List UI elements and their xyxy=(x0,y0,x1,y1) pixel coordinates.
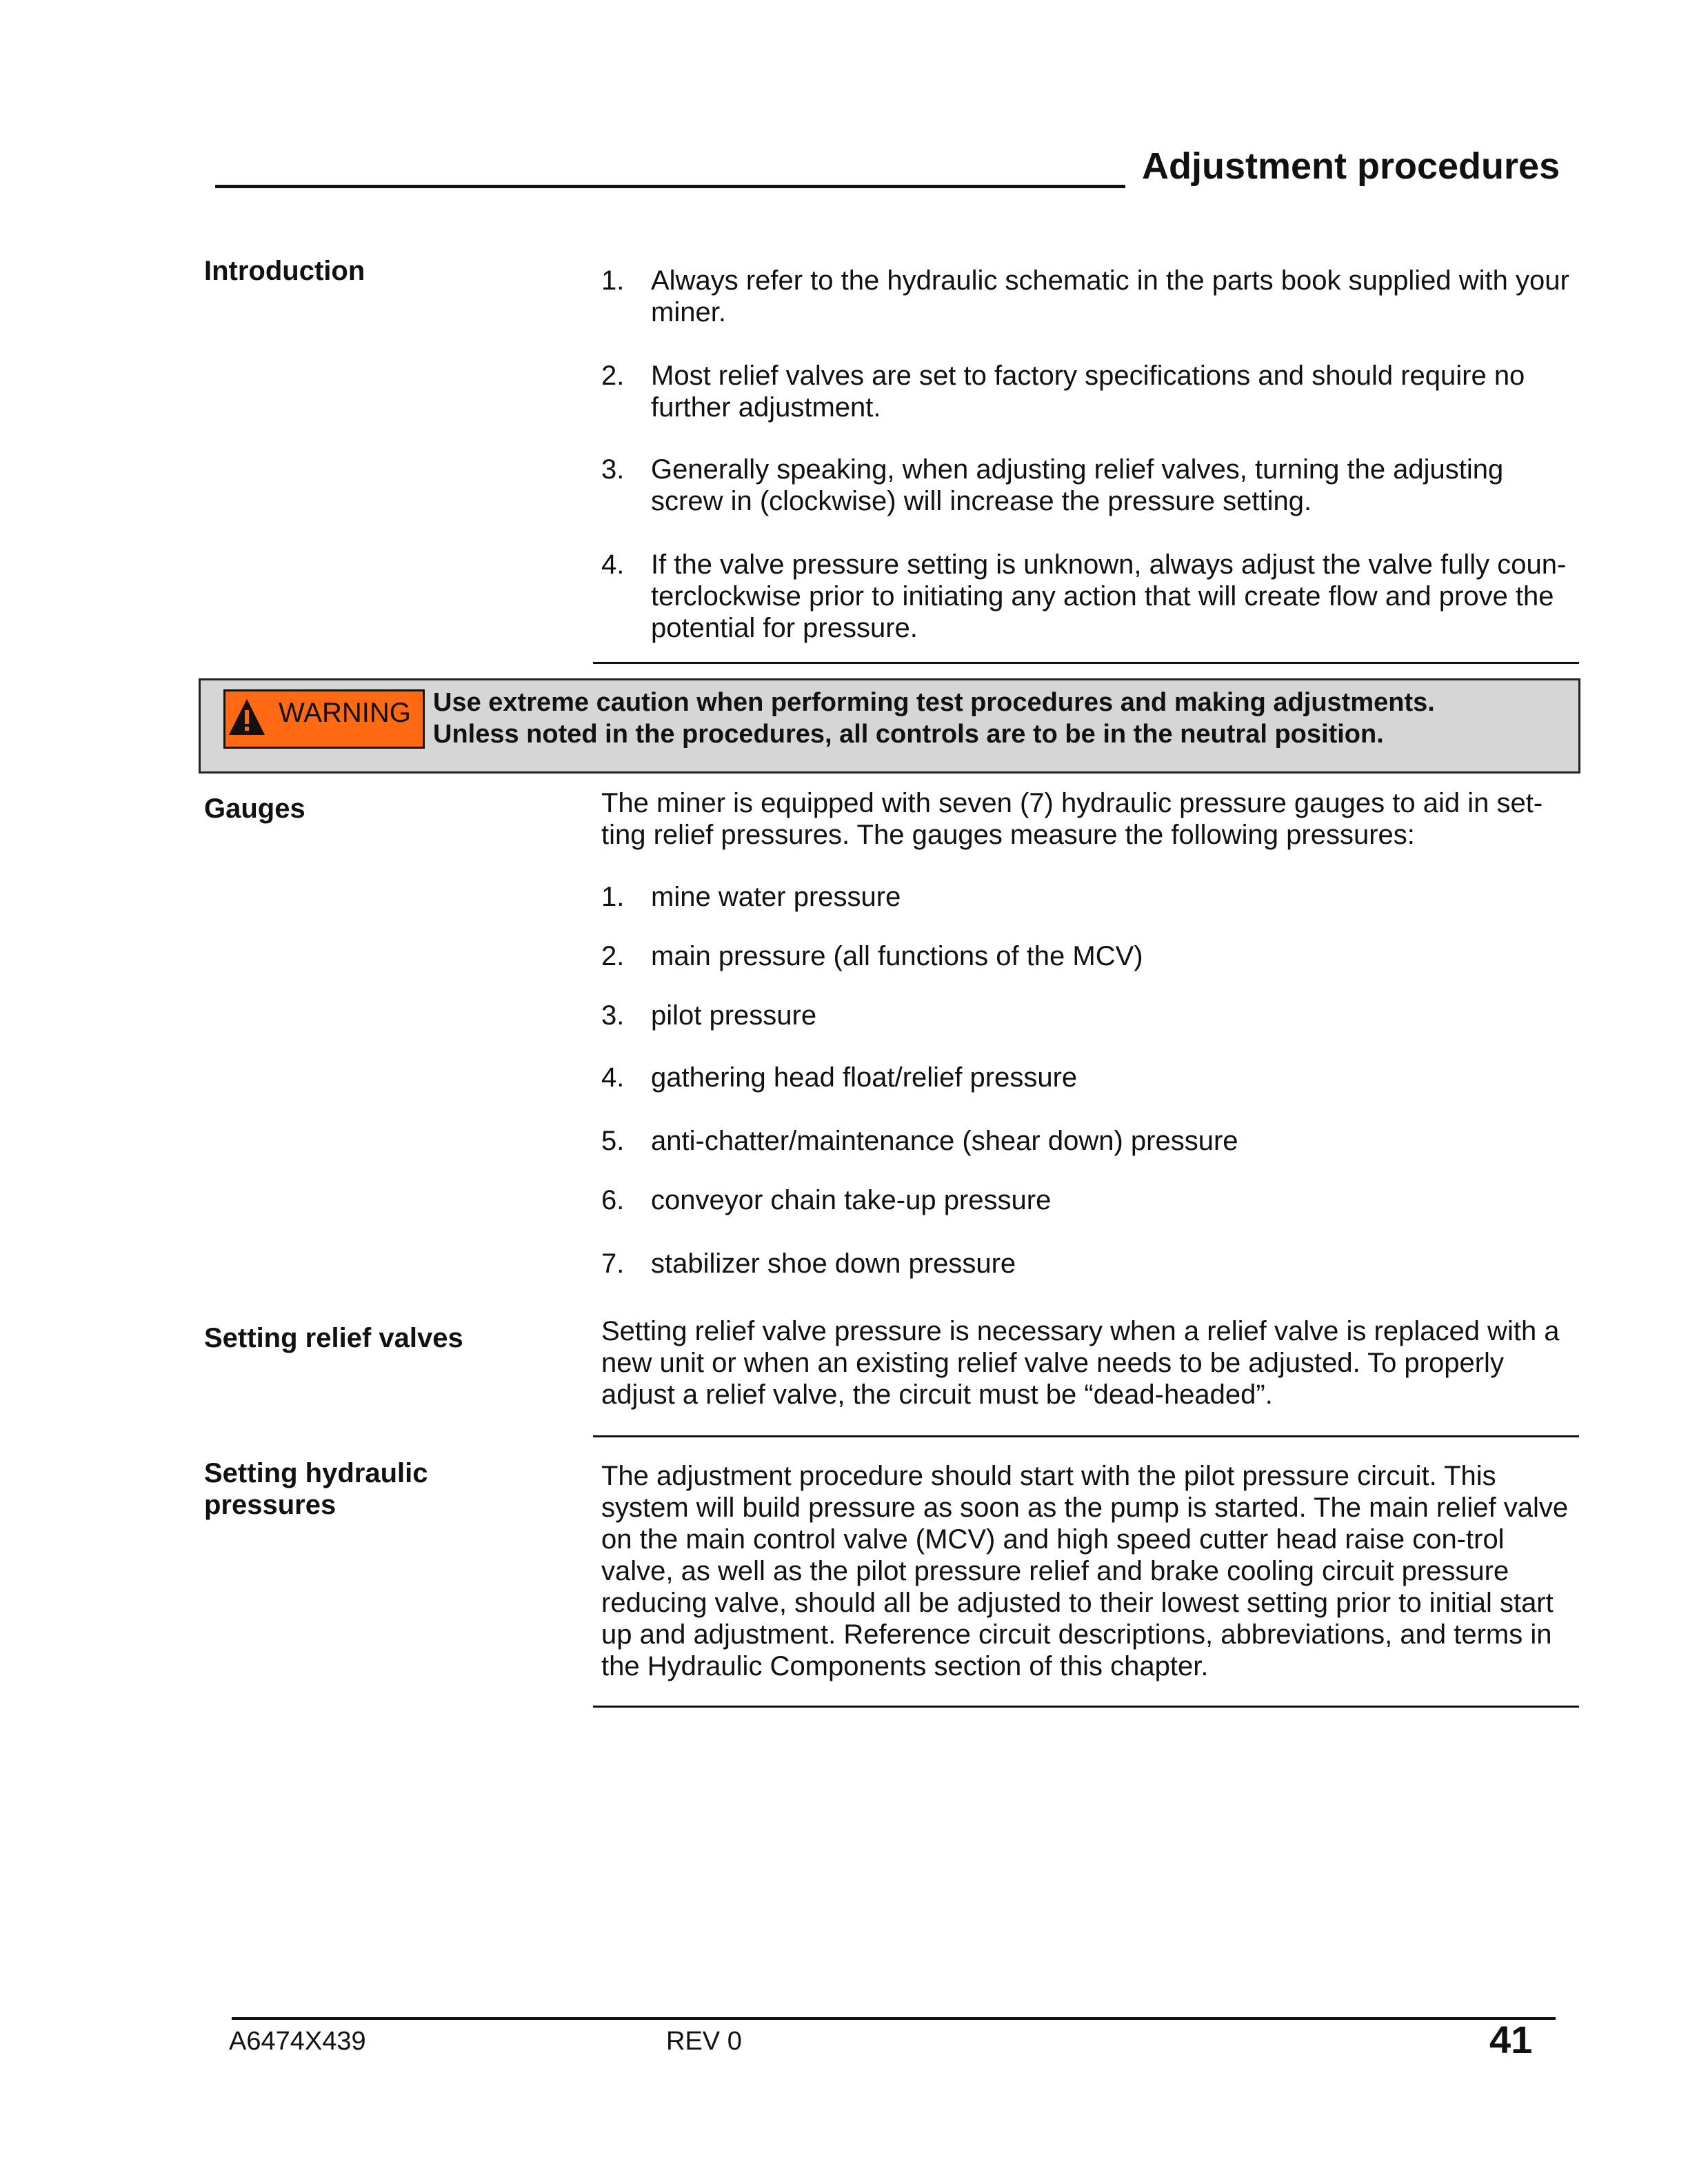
relief-valves-heading: Setting relief valves xyxy=(204,1323,463,1353)
section-divider xyxy=(593,1706,1579,1708)
list-number: 3. xyxy=(601,454,625,485)
list-text: Generally speaking, when adjusting relief valves, turning the adjusting screw in (clockwise) will increase the pressure setting. xyxy=(651,454,1504,516)
section-divider xyxy=(593,662,1579,664)
list-text: Always refer to the hydraulic schematic in the parts book supplied with your miner. xyxy=(651,265,1569,327)
hydraulic-pressures-heading: Setting hydraulic pressures xyxy=(204,1458,428,1520)
list-number: 1. xyxy=(601,265,625,296)
header-rule xyxy=(215,185,1125,188)
page-number: 41 xyxy=(1489,2018,1533,2061)
warning-line: Use extreme caution when performing test procedures and making adjustments. xyxy=(433,688,1435,717)
list-text: main pressure (all functions of the MCV) xyxy=(651,941,1143,971)
list-text: If the valve pressure setting is unknown, always adjust the valve fully coun-terclockwise prior to initiating any action that will create flow and prove the potential for pressure. xyxy=(651,549,1567,643)
list-number: 6. xyxy=(601,1185,625,1215)
list-text: conveyor chain take-up pressure xyxy=(651,1185,1052,1215)
revision-label: REV 0 xyxy=(666,2027,742,2056)
list-text: stabilizer shoe down pressure xyxy=(651,1248,1016,1279)
warning-message xyxy=(433,687,1564,750)
list-number: 5. xyxy=(601,1126,625,1156)
list-number: 4. xyxy=(601,1062,625,1093)
hydraulic-pressures-text: The adjustment procedure should start with the pilot pressure circuit. This system will build pressure as soon as the pump is started. The main relief valve on the main control valve (MCV) and high speed cutter head raise con-trol valve, as well as the pilot pressure relief and brake cooling circuit pressure reducing valve, should all be adjusted to their lowest setting prior to initial start up and adjustment. Reference circuit descriptions, abbreviations, and terms in the Hydraulic Components section of this chapter. xyxy=(601,1461,1569,1681)
document-number: A6474X439 xyxy=(229,2027,366,2056)
page-title: Adjustment procedures xyxy=(1142,145,1560,187)
list-text: mine water pressure xyxy=(651,882,901,912)
list-text: gathering head float/relief pressure xyxy=(651,1062,1078,1093)
list-text: anti-chatter/maintenance (shear down) pressure xyxy=(651,1126,1238,1156)
list-number: 4. xyxy=(601,549,625,580)
relief-valves-text: Setting relief valve pressure is necessary when a relief valve is replaced with a new unit or when an existing relief valve needs to be adjusted. To properly adjust a relief valve, the circuit must be “dead-headed”. xyxy=(601,1316,1560,1410)
introduction-heading: Introduction xyxy=(204,256,365,286)
section-divider xyxy=(593,1435,1579,1437)
gauges-intro: The miner is equipped with seven (7) hydraulic pressure gauges to aid in set-ting relief pressures. The gauges measure the following pressures: xyxy=(601,788,1543,850)
gauges-heading: Gauges xyxy=(204,793,305,824)
list-text: pilot pressure xyxy=(651,1000,817,1031)
list-number: 3. xyxy=(601,1000,625,1031)
warning-line: Unless noted in the procedures, all controls are to be in the neutral position. xyxy=(433,720,1384,749)
warning-triangle-icon xyxy=(228,696,266,738)
list-number: 1. xyxy=(601,882,625,912)
list-text: Most relief valves are set to factory specifications and should require no further adjustment. xyxy=(651,361,1525,423)
list-number: 2. xyxy=(601,361,625,391)
list-number: 7. xyxy=(601,1248,625,1279)
list-number: 2. xyxy=(601,941,625,971)
warning-label: WARNING xyxy=(279,698,411,728)
footer-rule xyxy=(232,2017,1556,2020)
